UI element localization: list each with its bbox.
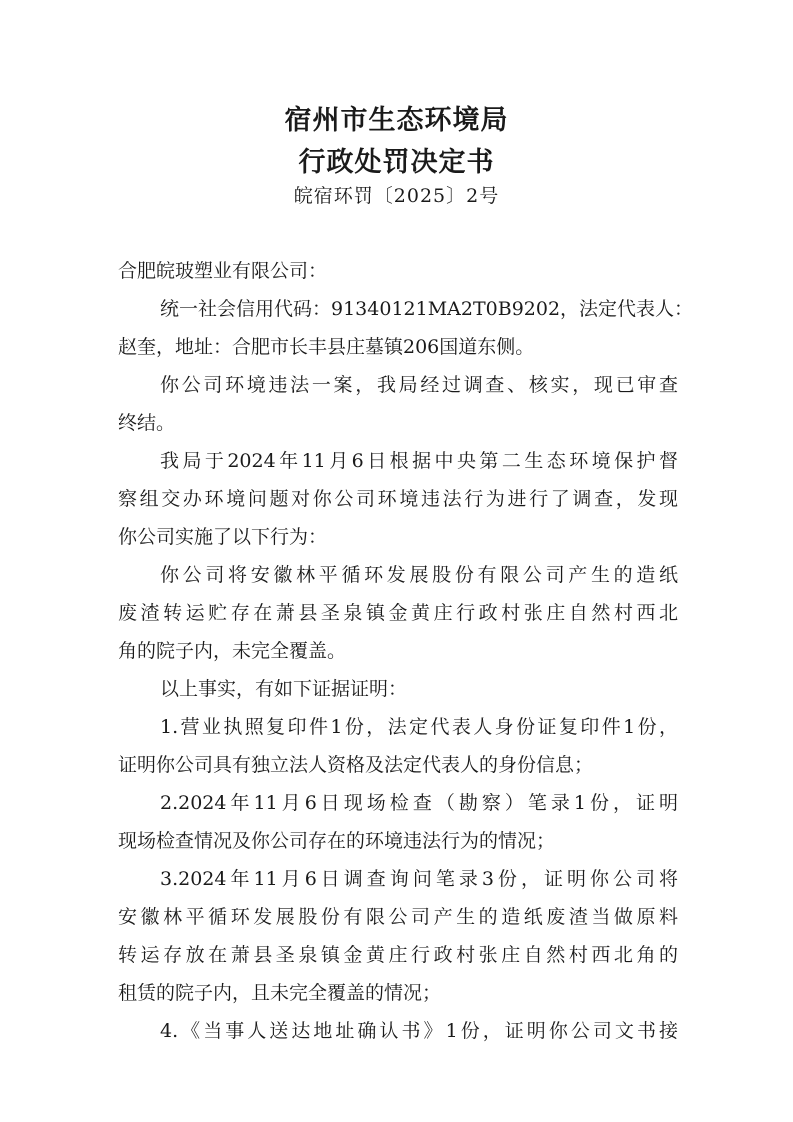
evidence-item: 证明你公司具有独立法人资格及法定代表人的身份信息；	[118, 754, 594, 776]
body-line: 你公司实施了以下行为：	[118, 526, 328, 548]
body-line: 你公司将安徽林平循环发展股份有限公司产生的造纸	[160, 564, 678, 586]
evidence-item: 2.2024年11月6日现场检查（勘察）笔录1份，证明	[160, 792, 678, 814]
issuing-authority-title: 宿州市生态环境局	[284, 105, 509, 136]
body-line: 我局于2024年11月6日根据中央第二生态环境保护督	[160, 450, 678, 472]
body-line: 察组交办环境问题对你公司环境违法行为进行了调查，发现	[118, 488, 678, 510]
body-line: 赵奎，地址：合肥市长丰县庄墓镇206国道东侧。	[118, 336, 535, 358]
evidence-item: 3.2024年11月6日调查询问笔录3份，证明你公司将	[160, 868, 678, 890]
evidence-item: 安徽林平循环发展股份有限公司产生的造纸废渣当做原料	[118, 906, 678, 928]
evidence-item: 租赁的院子内，且未完全覆盖的情况；	[118, 982, 442, 1004]
document-number: 皖宿环罚〔2025〕2号	[293, 185, 500, 207]
evidence-item: 4.《当事人送达地址确认书》1份，证明你公司文书接	[160, 1020, 678, 1042]
body-line: 废渣转运贮存在萧县圣泉镇金黄庄行政村张庄自然村西北	[118, 602, 678, 624]
evidence-item: 1.营业执照复印件1份，法定代表人身份证复印件1份，	[160, 716, 678, 738]
document-type-title: 行政处罚决定书	[298, 147, 495, 178]
evidence-item: 现场检查情况及你公司存在的环境违法行为的情况；	[118, 830, 556, 852]
body-line: 统一社会信用代码：91340121MA2T0B9202，法定代表人：	[160, 298, 694, 320]
body-line: 以上事实，有如下证据证明：	[160, 678, 408, 700]
body-line: 终结。	[118, 412, 176, 434]
body-line: 角的院子内，未完全覆盖。	[118, 640, 347, 662]
evidence-item: 转运存放在萧县圣泉镇金黄庄行政村张庄自然村西北角的	[118, 944, 678, 966]
body-line: 你公司环境违法一案，我局经过调查、核实，现已审查	[160, 374, 678, 396]
addressee: 合肥皖玻塑业有限公司：	[118, 260, 328, 282]
